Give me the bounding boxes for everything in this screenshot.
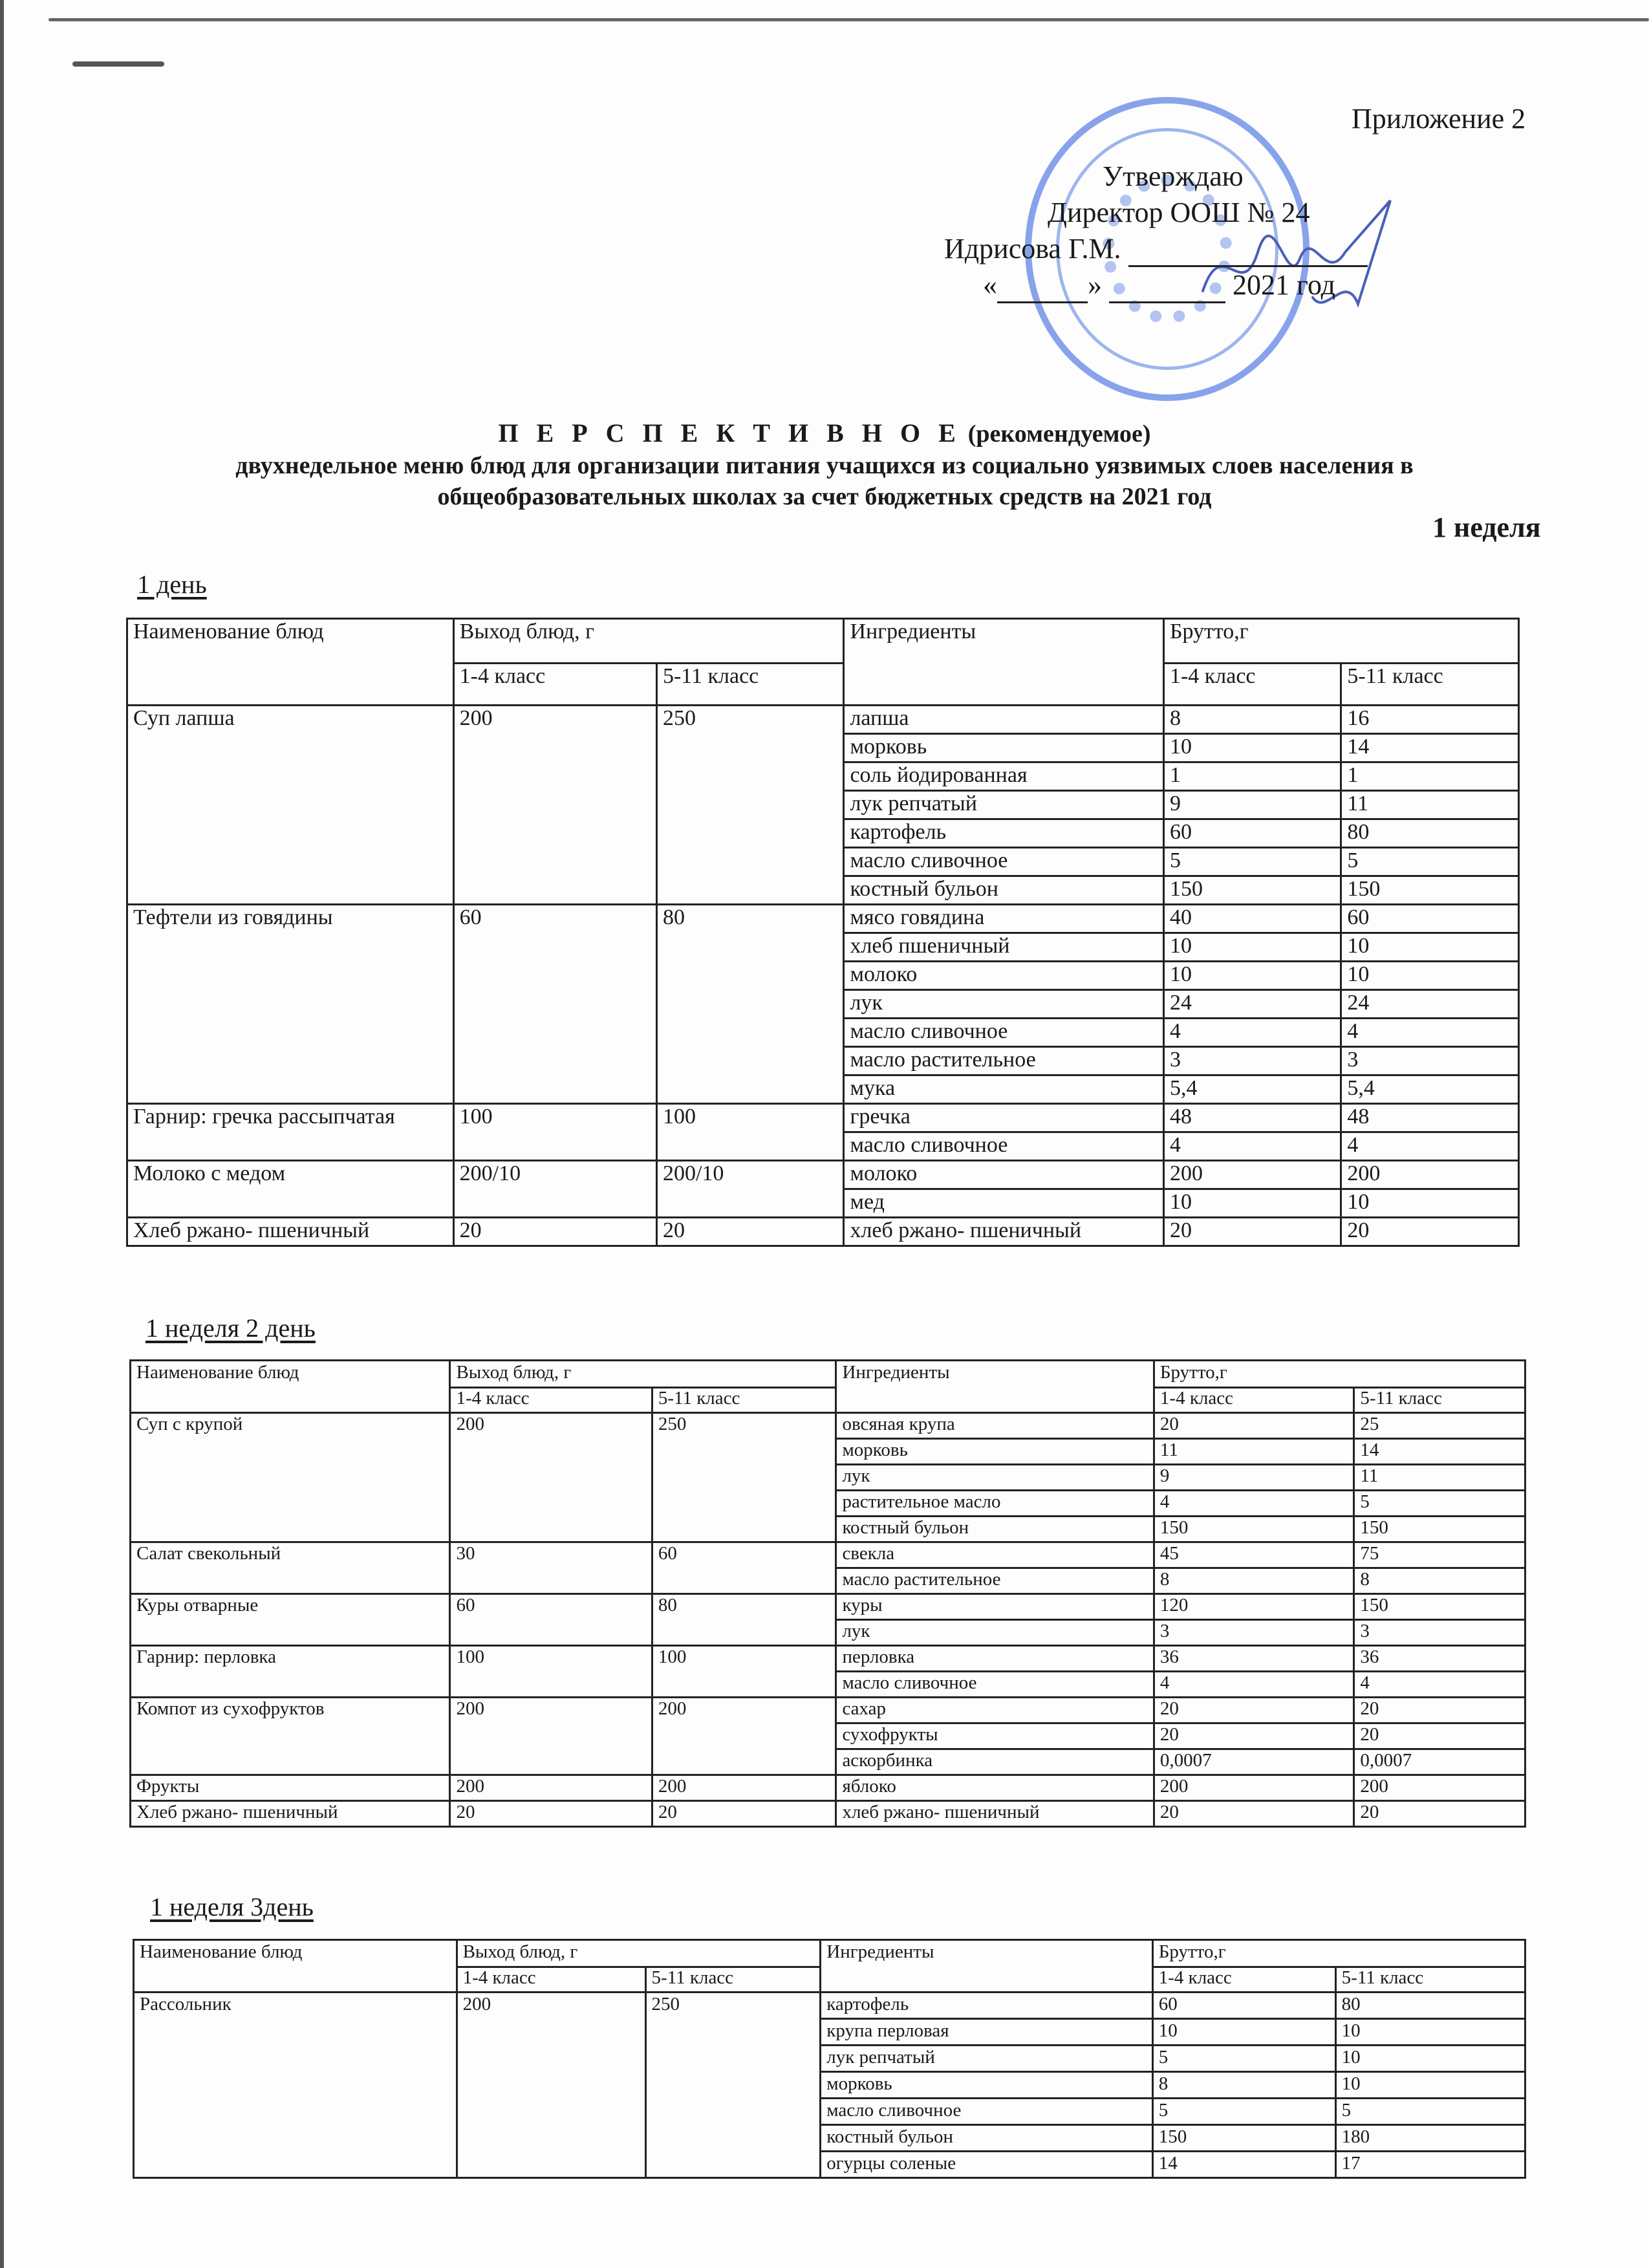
day-3-label: 1 неделя 3день: [150, 1892, 314, 1921]
ingredient-gross-5-11: 150: [1341, 876, 1519, 905]
col-header-ingredients: Ингредиенты: [836, 1361, 1154, 1413]
ingredient-gross-1-4: 5: [1152, 2099, 1335, 2125]
dish-yield-5-11: 100: [656, 1104, 843, 1161]
ingredient-name: масло сливочное: [836, 1672, 1154, 1698]
ingredient-gross-5-11: 4: [1341, 1132, 1519, 1161]
ingredient-name: сухофрукты: [836, 1723, 1154, 1749]
ingredient-gross-1-4: 10: [1163, 962, 1341, 990]
ingredient-gross-1-4: 1: [1163, 762, 1341, 791]
ingredient-gross-1-4: 60: [1152, 1993, 1335, 2019]
ingredient-gross-1-4: 8: [1152, 2072, 1335, 2099]
col-header-yield-1-4: 1-4 класс: [457, 1967, 645, 1993]
appendix-label: Приложение 2: [1352, 103, 1526, 135]
ingredient-gross-1-4: 10: [1163, 933, 1341, 962]
header-row: [131, 1361, 1525, 1388]
dish-name: Рассольник: [134, 1993, 457, 2178]
day-3-menu-table: [133, 1939, 1526, 2179]
ingredient-gross-1-4: 40: [1163, 905, 1341, 933]
dish-yield-5-11: 80: [652, 1594, 836, 1646]
date-day-blank: [997, 275, 1088, 303]
dish-name: Куры отварные: [131, 1594, 450, 1646]
ingredient-gross-5-11: 17: [1335, 2152, 1525, 2178]
signature-line: [1128, 239, 1368, 267]
col-header-yield-1-4: 1-4 класс: [450, 1388, 652, 1413]
approval-signatory: [944, 231, 1410, 267]
ingredient-gross-5-11: 25: [1354, 1413, 1525, 1439]
scan-left-edge: [0, 0, 4, 2268]
col-header-yield-5-11: 5-11 класс: [645, 1967, 821, 1993]
ingredient-name: лук: [844, 990, 1164, 1019]
ingredient-gross-5-11: 150: [1354, 1594, 1525, 1620]
ingredient-name: костный бульон: [821, 2125, 1152, 2152]
ingredient-name: хлеб пшеничный: [844, 933, 1164, 962]
dish-yield-5-11: 250: [656, 706, 843, 905]
dish-yield-1-4: 200: [453, 706, 656, 905]
dish-yield-5-11: 20: [656, 1218, 843, 1246]
ingredient-gross-5-11: 5: [1335, 2099, 1525, 2125]
col-header-gross-5-11: 5-11 класс: [1341, 664, 1519, 706]
ingredient-gross-5-11: 3: [1354, 1620, 1525, 1646]
dish-name: Фрукты: [131, 1775, 450, 1801]
ingredient-name: лук: [836, 1620, 1154, 1646]
ingredient-gross-1-4: 120: [1154, 1594, 1353, 1620]
ingredient-gross-1-4: 20: [1154, 1801, 1353, 1827]
ingredient-gross-5-11: 80: [1335, 1993, 1525, 2019]
dish-yield-5-11: 60: [652, 1542, 836, 1594]
ingredient-gross-1-4: 200: [1163, 1161, 1341, 1189]
dish-yield-1-4: 200: [450, 1698, 652, 1775]
dish-yield-1-4: 60: [450, 1594, 652, 1646]
ingredient-gross-1-4: 4: [1163, 1019, 1341, 1047]
ingredient-gross-5-11: 4: [1341, 1019, 1519, 1047]
ingredient-name: аскорбинка: [836, 1749, 1154, 1775]
ingredient-name: картофель: [844, 819, 1164, 848]
approval-date: [944, 267, 1410, 303]
ingredient-gross-1-4: 24: [1163, 990, 1341, 1019]
day-1-label: 1 день: [137, 570, 207, 599]
ingredient-name: масло сливочное: [844, 1019, 1164, 1047]
date-year: 2021 год: [1233, 269, 1336, 301]
ingredient-name: мед: [844, 1189, 1164, 1218]
ingredient-gross-5-11: 10: [1341, 933, 1519, 962]
ingredient-name: лук: [836, 1465, 1154, 1491]
table-row: [131, 1801, 1525, 1827]
table-row: [127, 1218, 1519, 1246]
dish-yield-5-11: 80: [656, 905, 843, 1104]
ingredient-name: овсяная крупа: [836, 1413, 1154, 1439]
ingredient-gross-5-11: 1: [1341, 762, 1519, 791]
week-label: 1 неделя: [1432, 512, 1541, 543]
ingredient-gross-1-4: 10: [1163, 734, 1341, 762]
ingredient-gross-1-4: 8: [1154, 1568, 1353, 1594]
ingredient-gross-1-4: 10: [1152, 2019, 1335, 2046]
ingredient-name: костный бульон: [844, 876, 1164, 905]
ingredient-gross-5-11: 10: [1335, 2072, 1525, 2099]
ingredient-gross-1-4: 4: [1163, 1132, 1341, 1161]
dish-yield-5-11: 200: [652, 1698, 836, 1775]
ingredient-name: гречка: [844, 1104, 1164, 1132]
title-line-2: двухнедельное меню блюд для организации питания учащихся из социально уязвимых слоев населения в: [235, 452, 1414, 479]
ingredient-gross-5-11: 200: [1341, 1161, 1519, 1189]
col-header-yield: Выход блюд, г: [457, 1940, 821, 1967]
ingredient-gross-1-4: 60: [1163, 819, 1341, 848]
dish-name: Хлеб ржано- пшеничный: [127, 1218, 454, 1246]
ingredient-name: молоко: [844, 962, 1164, 990]
table-row: [127, 1161, 1519, 1189]
ingredient-gross-5-11: 200: [1354, 1775, 1525, 1801]
col-header-ingredients: Ингредиенты: [821, 1940, 1152, 1993]
title-paren: (рекомендуемое): [967, 420, 1151, 448]
dish-name: Компот из сухофруктов: [131, 1698, 450, 1775]
col-header-gross-5-11: 5-11 класс: [1354, 1388, 1525, 1413]
col-header-gross: Брутто,г: [1163, 619, 1518, 664]
table-row: [127, 706, 1519, 734]
title-main: П Е Р С П Е К Т И В Н О Е: [498, 418, 962, 448]
ingredient-name: морковь: [821, 2072, 1152, 2099]
ingredient-gross-1-4: 4: [1154, 1491, 1353, 1517]
ingredient-gross-5-11: 20: [1354, 1723, 1525, 1749]
ingredient-name: масло сливочное: [844, 1132, 1164, 1161]
day-1-menu-table: [126, 618, 1520, 1247]
ingredient-name: свекла: [836, 1542, 1154, 1568]
table-row: [131, 1698, 1525, 1723]
dish-yield-5-11: 100: [652, 1646, 836, 1698]
ingredient-name: хлеб ржано- пшеничный: [836, 1801, 1154, 1827]
approval-block: [944, 158, 1410, 303]
ingredient-gross-1-4: 5: [1163, 848, 1341, 876]
ingredient-name: растительное масло: [836, 1491, 1154, 1517]
day-2-menu-table: [129, 1359, 1526, 1828]
dish-name: Молоко с медом: [127, 1161, 454, 1218]
approval-line-1: Утверждаю: [1103, 160, 1244, 192]
ingredient-name: мясо говядина: [844, 905, 1164, 933]
dish-yield-1-4: 20: [450, 1801, 652, 1827]
ingredient-gross-5-11: 20: [1341, 1218, 1519, 1246]
ingredient-gross-5-11: 80: [1341, 819, 1519, 848]
ingredient-gross-5-11: 36: [1354, 1646, 1525, 1672]
col-header-dish: Наименование блюд: [127, 619, 454, 706]
ingredient-gross-1-4: 9: [1154, 1465, 1353, 1491]
ingredient-name: масло сливочное: [821, 2099, 1152, 2125]
ingredient-name: морковь: [836, 1439, 1154, 1465]
approval-line-2: Директор ООШ № 24: [1048, 197, 1310, 228]
ingredient-gross-1-4: 5: [1152, 2046, 1335, 2072]
dish-yield-1-4: 30: [450, 1542, 652, 1594]
ingredient-name: молоко: [844, 1161, 1164, 1189]
dish-yield-5-11: 250: [652, 1413, 836, 1542]
dish-yield-1-4: 20: [453, 1218, 656, 1246]
ingredient-gross-5-11: 8: [1354, 1568, 1525, 1594]
dish-name: Суп лапша: [127, 706, 454, 905]
table-row: [127, 1104, 1519, 1132]
date-close-quote: »: [1088, 269, 1102, 301]
col-header-yield: Выход блюд, г: [453, 619, 844, 664]
ingredient-name: масло сливочное: [844, 848, 1164, 876]
dish-yield-5-11: 200/10: [656, 1161, 843, 1218]
ingredient-gross-5-11: 20: [1354, 1698, 1525, 1723]
col-header-gross: Брутто,г: [1154, 1361, 1525, 1388]
col-header-gross-1-4: 1-4 класс: [1152, 1967, 1335, 1993]
ingredient-gross-5-11: 24: [1341, 990, 1519, 1019]
ingredient-gross-1-4: 20: [1154, 1723, 1353, 1749]
ingredient-gross-5-11: 5: [1341, 848, 1519, 876]
col-header-ingredients: Ингредиенты: [844, 619, 1164, 706]
col-header-yield-5-11: 5-11 класс: [652, 1388, 836, 1413]
dish-name: Салат свекольный: [131, 1542, 450, 1594]
col-header-yield-1-4: 1-4 класс: [453, 664, 656, 706]
corner-mark: [72, 61, 164, 67]
date-month-blank: [1109, 275, 1225, 303]
ingredient-gross-5-11: 3: [1341, 1047, 1519, 1075]
ingredient-gross-5-11: 10: [1341, 1189, 1519, 1218]
ingredient-gross-1-4: 10: [1163, 1189, 1341, 1218]
ingredient-name: лапша: [844, 706, 1164, 734]
ingredient-name: куры: [836, 1594, 1154, 1620]
ingredient-name: костный бульон: [836, 1517, 1154, 1542]
ingredient-gross-1-4: 45: [1154, 1542, 1353, 1568]
director-name: Идрисова Г.М.: [944, 233, 1121, 265]
ingredient-gross-1-4: 150: [1154, 1517, 1353, 1542]
ingredient-name: сахар: [836, 1698, 1154, 1723]
dish-yield-1-4: 100: [453, 1104, 656, 1161]
col-header-yield: Выход блюд, г: [450, 1361, 836, 1388]
ingredient-gross-5-11: 14: [1354, 1439, 1525, 1465]
dish-name: Суп с крупой: [131, 1413, 450, 1542]
ingredient-name: соль йодированная: [844, 762, 1164, 791]
ingredient-gross-1-4: 5,4: [1163, 1075, 1341, 1104]
ingredient-name: крупа перловая: [821, 2019, 1152, 2046]
dish-yield-1-4: 60: [453, 905, 656, 1104]
col-header-gross-1-4: 1-4 класс: [1163, 664, 1341, 706]
ingredient-name: масло растительное: [836, 1568, 1154, 1594]
ingredient-gross-5-11: 11: [1341, 791, 1519, 819]
dish-name: Гарнир: перловка: [131, 1646, 450, 1698]
ingredient-gross-1-4: 36: [1154, 1646, 1353, 1672]
header-row: [134, 1940, 1525, 1967]
ingredient-gross-1-4: 200: [1154, 1775, 1353, 1801]
ingredient-gross-1-4: 20: [1163, 1218, 1341, 1246]
col-header-dish: Наименование блюд: [131, 1361, 450, 1413]
dish-yield-5-11: 20: [652, 1801, 836, 1827]
dish-name: Гарнир: гречка рассыпчатая: [127, 1104, 454, 1161]
ingredient-gross-1-4: 150: [1163, 876, 1341, 905]
ingredient-gross-5-11: 5: [1354, 1491, 1525, 1517]
dish-name: Тефтели из говядины: [127, 905, 454, 1104]
title-line-1: [97, 417, 1552, 450]
day-2-label: 1 неделя 2 день: [146, 1313, 316, 1343]
ingredient-gross-1-4: 3: [1154, 1620, 1353, 1646]
ingredient-gross-1-4: 11: [1154, 1439, 1353, 1465]
dish-yield-1-4: 200/10: [453, 1161, 656, 1218]
ingredient-gross-5-11: 4: [1354, 1672, 1525, 1698]
date-open-quote: «: [983, 269, 997, 301]
ingredient-gross-1-4: 8: [1163, 706, 1341, 734]
dish-yield-1-4: 200: [450, 1413, 652, 1542]
ingredient-gross-5-11: 48: [1341, 1104, 1519, 1132]
ingredient-name: хлеб ржано- пшеничный: [844, 1218, 1164, 1246]
ingredient-name: перловка: [836, 1646, 1154, 1672]
ingredient-gross-5-11: 180: [1335, 2125, 1525, 2152]
ingredient-gross-5-11: 11: [1354, 1465, 1525, 1491]
dish-yield-5-11: 250: [645, 1993, 821, 2178]
ingredient-gross-1-4: 9: [1163, 791, 1341, 819]
ingredient-gross-1-4: 20: [1154, 1413, 1353, 1439]
dish-yield-1-4: 100: [450, 1646, 652, 1698]
ingredient-gross-5-11: 10: [1335, 2046, 1525, 2072]
table-row: [131, 1775, 1525, 1801]
ingredient-gross-1-4: 20: [1154, 1698, 1353, 1723]
table-row: [127, 905, 1519, 933]
ingredient-gross-5-11: 16: [1341, 706, 1519, 734]
ingredient-gross-5-11: 150: [1354, 1517, 1525, 1542]
ingredient-name: яблоко: [836, 1775, 1154, 1801]
scan-top-edge: [48, 18, 1649, 21]
table-row: [134, 1993, 1525, 2019]
col-header-gross-5-11: 5-11 класс: [1335, 1967, 1525, 1993]
ingredient-gross-1-4: 0,0007: [1154, 1749, 1353, 1775]
table-row: [131, 1542, 1525, 1568]
table-row: [131, 1594, 1525, 1620]
col-header-yield-5-11: 5-11 класс: [656, 664, 843, 706]
ingredient-gross-1-4: 3: [1163, 1047, 1341, 1075]
dish-name: Хлеб ржано- пшеничный: [131, 1801, 450, 1827]
table-row: [131, 1646, 1525, 1672]
dish-yield-5-11: 200: [652, 1775, 836, 1801]
ingredient-gross-5-11: 10: [1335, 2019, 1525, 2046]
col-header-dish: Наименование блюд: [134, 1940, 457, 1993]
document-title: [97, 417, 1552, 512]
ingredient-gross-5-11: 10: [1341, 962, 1519, 990]
table-row: [131, 1413, 1525, 1439]
ingredient-gross-5-11: 0,0007: [1354, 1749, 1525, 1775]
ingredient-gross-1-4: 4: [1154, 1672, 1353, 1698]
dish-yield-1-4: 200: [450, 1775, 652, 1801]
ingredient-gross-1-4: 14: [1152, 2152, 1335, 2178]
col-header-gross-1-4: 1-4 класс: [1154, 1388, 1353, 1413]
ingredient-gross-5-11: 5,4: [1341, 1075, 1519, 1104]
ingredient-name: мука: [844, 1075, 1164, 1104]
ingredient-name: лук репчатый: [844, 791, 1164, 819]
col-header-gross: Брутто,г: [1152, 1940, 1525, 1967]
ingredient-gross-1-4: 48: [1163, 1104, 1341, 1132]
header-row: [127, 619, 1519, 664]
ingredient-name: огурцы соленые: [821, 2152, 1152, 2178]
ingredient-name: морковь: [844, 734, 1164, 762]
ingredient-gross-5-11: 20: [1354, 1801, 1525, 1827]
ingredient-gross-5-11: 60: [1341, 905, 1519, 933]
ingredient-name: масло растительное: [844, 1047, 1164, 1075]
ingredient-gross-5-11: 14: [1341, 734, 1519, 762]
title-line-3: общеобразовательных школах за счет бюджетных средств на 2021 год: [437, 483, 1212, 510]
ingredient-gross-5-11: 75: [1354, 1542, 1525, 1568]
dish-yield-1-4: 200: [457, 1993, 645, 2178]
ingredient-gross-1-4: 150: [1152, 2125, 1335, 2152]
ingredient-name: лук репчатый: [821, 2046, 1152, 2072]
ingredient-name: картофель: [821, 1993, 1152, 2019]
